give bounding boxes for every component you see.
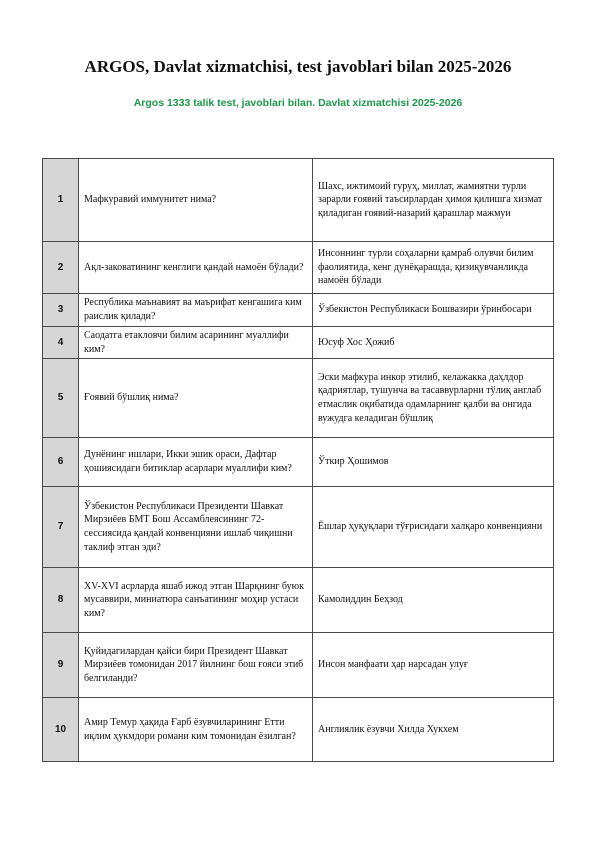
table-row — [43, 359, 554, 438]
answer-text: Инсон манфаати ҳар нарсадан улуғ — [313, 633, 554, 698]
question-number: 1 — [43, 159, 79, 242]
page-subtitle: Argos 1333 talik test, javoblari bilan. Davlat xizmatchisi 2025-2026 — [133, 97, 463, 109]
table-row — [43, 242, 554, 294]
question-text: XV-XVI асрларда яшаб ижод этган Шарқнинг буюк мусаввири, миниатюра санъатининг моҳир устаси ким? — [79, 568, 313, 633]
table-row — [43, 568, 554, 633]
table-row — [43, 487, 554, 568]
question-text: Дунёнинг ишлари, Икки эшик ораси, Дафтар ҳошиясидаги битиклар асарлари муаллифи ким? — [79, 438, 313, 487]
question-number: 7 — [43, 487, 79, 568]
answer-text: Англиялик ёзувчи Хилда Хукхем — [313, 698, 554, 762]
question-number: 10 — [43, 698, 79, 762]
table-row — [43, 698, 554, 762]
table-row — [43, 294, 554, 327]
question-text: Мафкуравий иммунитет нима? — [79, 159, 313, 242]
question-text: Амир Темур ҳақида Ғарб ёзувчиларининг Етти иқлим ҳукмдори романи ким томонидан ёзилган? — [79, 698, 313, 762]
answer-text: Инсоннинг турли соҳаларни қамраб олувчи билим фаолиятида, кенг дунёқарашда, қизиқувчанликда намоён бўлади — [313, 242, 554, 294]
table-row — [43, 633, 554, 698]
answer-text: Ёшлар ҳуқуқлари тўғрисидаги халқаро конвенцияни — [313, 487, 554, 568]
question-text: Қуйидагилардан қайси бири Президент Шавкат Мирзиёев томонидан 2017 йилнинг бош ғояси этиб белгиланди? — [79, 633, 313, 698]
question-text: Саодатга етакловчи билим асарининг муаллифи ким? — [79, 327, 313, 359]
question-text: Ақл-заковатининг кенглиги қандай намоён бўлади? — [79, 242, 313, 294]
question-number: 3 — [43, 294, 79, 327]
table-row — [43, 327, 554, 359]
answer-text: Камолиддин Беҳзод — [313, 568, 554, 633]
question-number: 2 — [43, 242, 79, 294]
question-number: 5 — [43, 359, 79, 438]
question-number: 9 — [43, 633, 79, 698]
question-number: 8 — [43, 568, 79, 633]
qa-table — [42, 158, 554, 762]
answer-text: Шахс, ижтимоий гуруҳ, миллат, жамиятни турли зарарли ғоявий таъсирлардан ҳимоя қилишга хизмат қиладиган ғоявий-назарий қарашлар мажмуи — [313, 159, 554, 242]
answer-text: Ўзбекистон Республикаси Бошвазири ўринбосари — [313, 294, 554, 327]
answer-text: Ўткир Ҳошимов — [313, 438, 554, 487]
page-title: ARGOS, Davlat xizmatchisi, test javoblari bilan 2025-2026 — [84, 57, 512, 76]
answer-text: Эски мафкура инкор этилиб, келажакка даҳлдор қадриятлар, тушунча ва тасаввурларни тўлиқ англаб етмаслик оқибатида одамларнинг қалби ва онгида вужудга келадиган бўшлиқ — [313, 359, 554, 438]
question-text: Республика маънавият ва маърифат кенгашига ким раислик қилади? — [79, 294, 313, 327]
question-number: 4 — [43, 327, 79, 359]
table-row — [43, 159, 554, 242]
question-number: 6 — [43, 438, 79, 487]
question-text: Ғоявий бўшлиқ нима? — [79, 359, 313, 438]
question-text: Ўзбекистон Республикаси Президенти Шавкат Мирзиёев БМТ Бош Ассамблеясининг 72-сессиясида қандай конвенцияни ишлаб чиқишни таклиф этган эди? — [79, 487, 313, 568]
answer-text: Юсуф Хос Ҳожиб — [313, 327, 554, 359]
table-row — [43, 438, 554, 487]
